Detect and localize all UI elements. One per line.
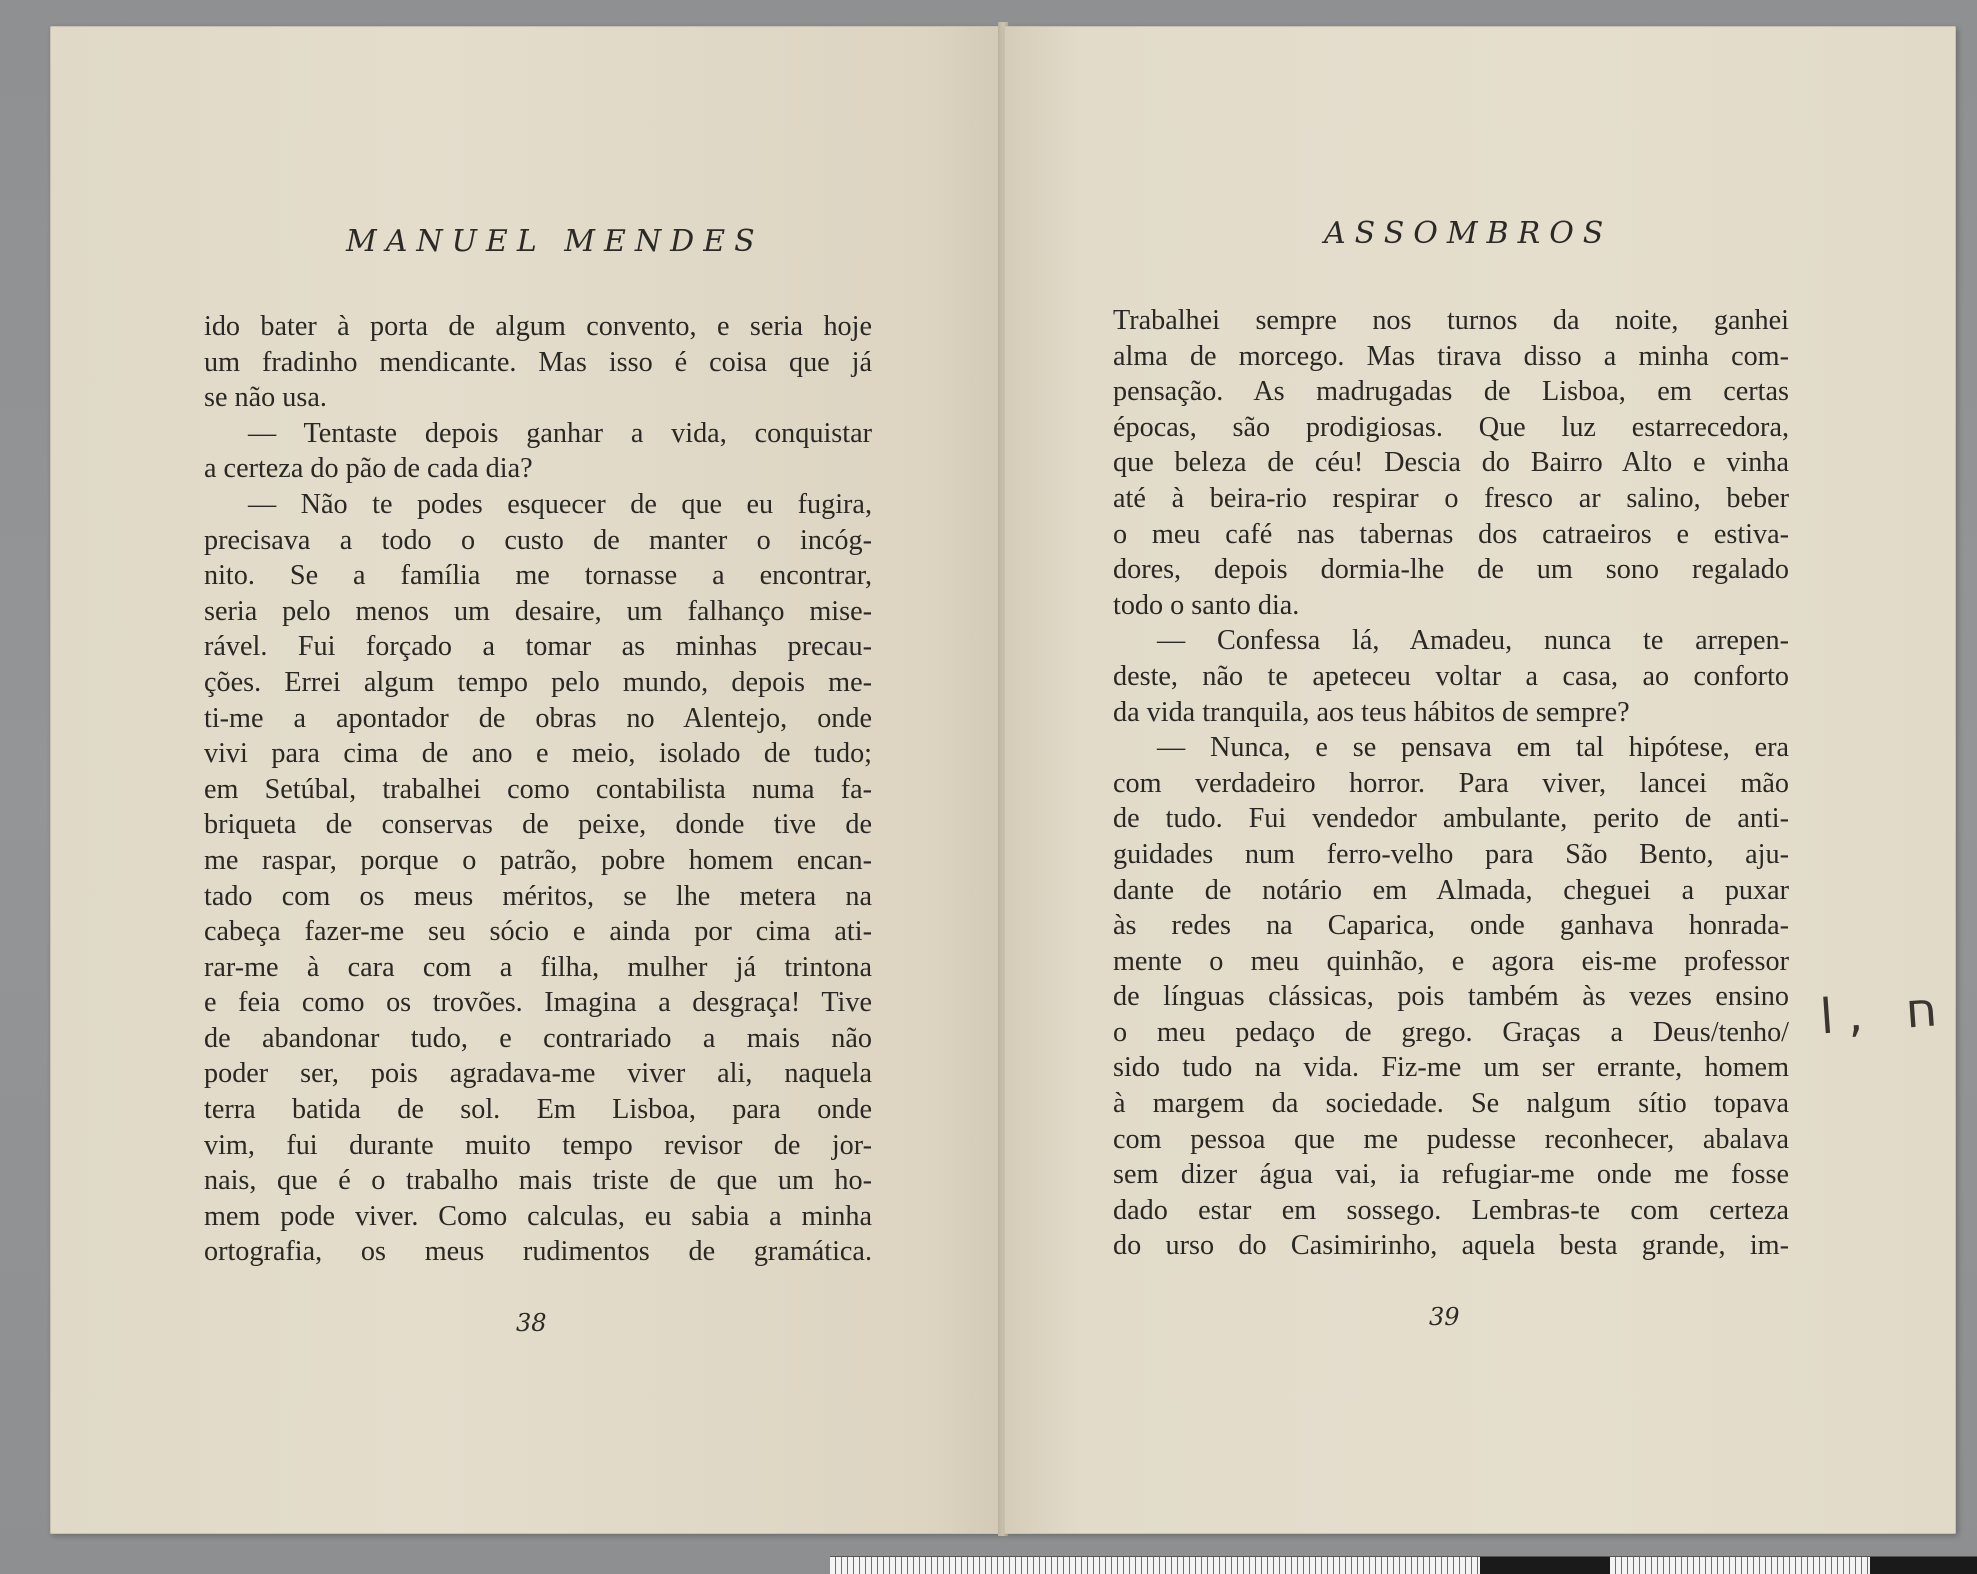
text-line: que beleza de céu! Descia do Bairro Alto e vinha [1113, 447, 1789, 479]
right-page-body [1113, 303, 1789, 1264]
text-line: se não usa. [204, 382, 327, 414]
text-line: precisava a todo o custo de manter o incóg- [204, 524, 872, 556]
text-line: rável. Fui forçado a tomar as minhas precau- [204, 631, 872, 663]
text-line: de línguas clássicas, pois também às vezes ensino [1113, 981, 1789, 1013]
text-line: a certeza do pão de cada dia? [204, 453, 533, 485]
text-line: ortografia, os meus rudimentos de gramática. [204, 1236, 872, 1268]
text-line: cabeça fazer-me seu sócio e ainda por cima ati- [204, 916, 872, 948]
text-line: briqueta de conservas de peixe, donde tive de [204, 809, 872, 841]
text-line: dante de notário em Almada, cheguei a puxar [1113, 874, 1789, 906]
text-line: — Nunca, e se pensava em tal hipótese, era [1157, 732, 1789, 764]
text-line: de abandonar tudo, e contrariado a mais não [204, 1022, 872, 1054]
text-line: nais, que é o trabalho mais triste de que um ho- [204, 1165, 872, 1197]
text-line: e feia como os trovões. Imagina a desgraça! Tive [204, 987, 872, 1019]
left-page [50, 26, 1002, 1534]
text-line: poder ser, pois agradava-me viver ali, naquela [204, 1058, 872, 1090]
text-line: me raspar, porque o patrão, pobre homem encan- [204, 844, 872, 876]
text-line: rar-me à cara com a filha, mulher já trintona [204, 951, 872, 983]
page-number-right: 39 [1429, 1303, 1460, 1331]
text-line: ções. Errei algum tempo pelo mundo, depois me- [204, 666, 872, 698]
text-line: o meu café nas tabernas dos catraeiros e estiva- [1113, 518, 1789, 550]
right-page [1004, 26, 1956, 1534]
text-line: guidades num ferro-velho para São Bento, aju- [1113, 838, 1789, 870]
left-page-body [204, 309, 872, 1270]
text-line: ido bater à porta de algum convento, e seria hoje [204, 311, 872, 342]
text-line: tado com os meus méritos, se lhe metera na [204, 880, 872, 912]
text-line: — Não te podes esquecer de que eu fugira, [248, 488, 872, 520]
text-line: à margem da sociedade. Se nalgum sítio topava [1113, 1088, 1789, 1120]
text-line: vim, fui durante muito tempo revisor de jor- [204, 1129, 872, 1161]
text-line: todo o santo dia. [1113, 589, 1300, 621]
scale-ruler [830, 1556, 1977, 1574]
text-line: de tudo. Fui vendedor ambulante, perito de anti- [1113, 803, 1789, 835]
text-line: com pessoa que me pudesse reconhecer, abalava [1113, 1123, 1789, 1155]
text-line: épocas, são prodigiosas. Que luz estarrecedora, [1113, 411, 1789, 443]
text-line: vivi para cima de ano e meio, isolado de tudo; [204, 738, 872, 770]
text-line: Trabalhei sempre nos turnos da noite, ganhei [1113, 305, 1789, 336]
text-line: terra batida de sol. Em Lisboa, para onde [204, 1094, 872, 1126]
text-line: alma de morcego. Mas tirava disso a minha com- [1113, 340, 1789, 372]
handwritten-margin-note: l, ח [1818, 980, 1954, 1046]
text-line: dores, depois dormia-lhe de um sono regalado [1113, 554, 1789, 586]
text-line: sido tudo na vida. Fiz-me um ser errante, homem [1113, 1052, 1789, 1084]
text-line: da vida tranquila, aos teus hábitos de sempre? [1113, 696, 1630, 728]
text-line: em Setúbal, trabalhei como contabilista numa fa- [204, 773, 872, 805]
text-line: às redes na Caparica, onde ganhava honrada- [1113, 910, 1789, 942]
text-line: o meu pedaço de grego. Graças a Deus/tenho/ [1113, 1016, 1789, 1048]
text-line: nito. Se a família me tornasse a encontrar, [204, 560, 872, 592]
text-line: com verdadeiro horror. Para viver, lancei mão [1113, 767, 1789, 799]
text-line: do urso do Casimirinho, aquela besta grande, im- [1113, 1230, 1789, 1262]
text-line: um fradinho mendicante. Mas isso é coisa que já [204, 346, 872, 378]
text-line: ti-me a apontador de obras no Alentejo, onde [204, 702, 872, 734]
text-line: seria pelo menos um desaire, um falhanço mise- [204, 595, 872, 627]
text-line: — Tentaste depois ganhar a vida, conquistar [248, 417, 872, 449]
text-line: — Confessa lá, Amadeu, nunca te arrepen- [1157, 625, 1789, 657]
text-line: mem pode viver. Como calculas, eu sabia a minha [204, 1200, 872, 1232]
text-line: pensação. As madrugadas de Lisboa, em certas [1113, 376, 1789, 408]
text-line: sem dizer água vai, ia refugiar-me onde me fosse [1113, 1159, 1789, 1191]
text-line: até à beira-rio respirar o fresco ar salino, beber [1113, 482, 1789, 514]
text-line: dado estar em sossego. Lembras-te com certeza [1113, 1194, 1789, 1226]
running-head-left: MANUEL MENDES [346, 224, 764, 259]
text-line: mente o meu quinhão, e agora eis-me professor [1113, 945, 1789, 977]
running-head-right: ASSOMBROS [1324, 216, 1613, 251]
text-line: deste, não te apeteceu voltar a casa, ao conforto [1113, 660, 1789, 692]
page-number-left: 38 [516, 1309, 547, 1337]
